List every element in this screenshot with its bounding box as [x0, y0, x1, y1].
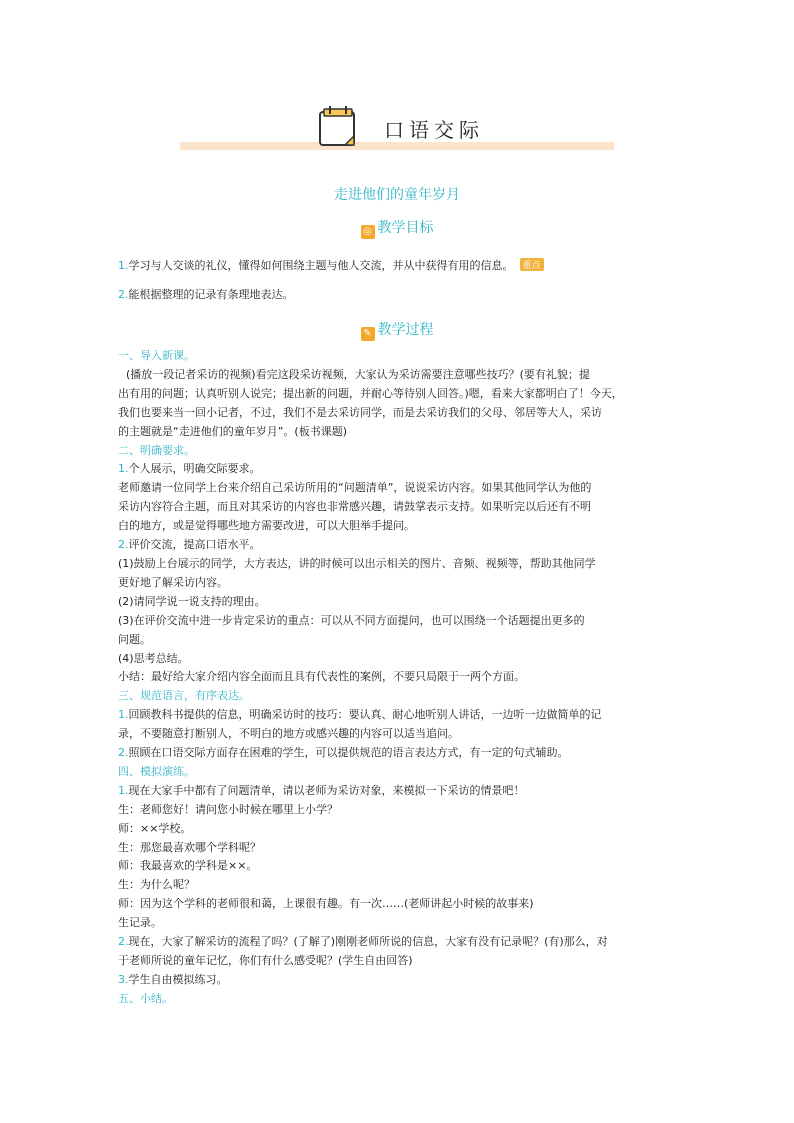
target-icon: ◎	[361, 225, 375, 239]
numbered-item	[118, 933, 678, 952]
numbered-item	[118, 744, 678, 763]
item-number: 1.	[118, 462, 129, 476]
body-line: 白的地方，或是觉得哪些地方需要改进，可以大胆举手提问。	[118, 519, 415, 533]
section-heading: 二、明确要求。	[118, 443, 195, 457]
item-number: 3.	[118, 972, 129, 986]
goals-heading	[0, 217, 794, 239]
body-line: 老师邀请一位同学上台来介绍自己采访所用的“问题清单”，说说采访内容。如果其他同学认为他的	[118, 481, 592, 495]
item-text: 评价交流，提高口语水平。	[128, 538, 261, 552]
body-line: 的主题就是“走进他们的童年岁月”。(板书课题)	[118, 424, 347, 438]
item-number: 2.	[118, 935, 129, 949]
key-point-badge: 重点	[520, 258, 544, 271]
section-heading: 四、模拟演练。	[118, 764, 195, 778]
body-line: 生记录。	[118, 916, 162, 930]
body-line: (播放一段记者采访的视频)看完这段采访视频，大家认为采访需要注意哪些技巧？(要有礼貌；提	[126, 367, 590, 381]
goal-text: 学习与人交谈的礼仪，懂得如何围绕主题与他人交流，并从中获得有用的信息。	[128, 259, 514, 272]
body-line: 师：我最喜欢的学科是××。	[118, 859, 258, 873]
body-line: 师：因为这个学科的老师很和蔼，上课很有趣。有一次……(老师讲起小时候的故事来)	[118, 897, 534, 911]
body-line: 生：那您最喜欢哪个学科呢？	[118, 840, 261, 854]
numbered-item	[118, 971, 678, 990]
body-line: 生：老师您好！请问您小时候在哪里上小学？	[118, 802, 338, 816]
process-body	[118, 347, 678, 1009]
body-line: 师：××学校。	[118, 821, 192, 835]
item-number: 2.	[118, 538, 129, 552]
item-text: 回顾教科书提供的信息，明确采访时的技巧：要认真、耐心地听别人讲话，一边听一边做简单的记	[128, 708, 602, 722]
section-heading: 五、小结。	[118, 991, 173, 1005]
body-line: 问题。	[118, 632, 151, 646]
numbered-item	[118, 706, 678, 725]
section-heading: 三、规范语言，有序表达。	[118, 689, 250, 703]
item-text: 照顾在口语交际方面存在困难的学生，可以提供规范的语言表达方式，有一定的句式辅助。	[128, 746, 569, 760]
numbered-item	[118, 782, 678, 801]
body-line: 更好地了解采访内容。	[118, 575, 228, 589]
body-line: (4)思考总结。	[118, 651, 189, 665]
body-line: 生：为什么呢？	[118, 878, 195, 892]
body-line: (2)请同学说一说支持的理由。	[118, 594, 266, 608]
header-title: 口语交际	[384, 118, 484, 142]
goals-heading-label: 教学目标	[377, 220, 434, 236]
item-text: 现在，大家了解采访的流程了吗？(了解了)刚刚老师所说的信息，大家有没有记录呢？(有)那么，对	[128, 935, 608, 949]
body-line: 采访内容符合主题，而且对其采访的内容也非常感兴趣，请鼓掌表示支持。如果听完以后还有不明	[118, 500, 591, 514]
body-line: 出有用的问题；认真听别人说完；提出新的问题，并耐心等待别人回答。)嗯，看来大家都明白了！今天，	[118, 386, 623, 400]
item-text: 个人展示，明确交际要求。	[128, 462, 261, 476]
body-line: 于老师所说的童年记忆，你们有什么感受呢？(学生自由回答)	[118, 954, 413, 967]
lesson-header	[180, 100, 614, 152]
item-text: 学生自由模拟练习。	[128, 972, 228, 986]
header-underline	[180, 142, 614, 150]
goal-num: 2.	[118, 288, 129, 301]
body-line: 我们也要来当一回小记者，不过，我们不是去采访同学，而是去采访我们的父母、邻居等大人，采访	[118, 405, 602, 419]
body-line: 录，不要随意打断别人，不明白的地方或感兴趣的内容可以适当追问。	[118, 727, 459, 741]
pencil-icon: ✎	[361, 327, 375, 341]
item-number: 2.	[118, 746, 129, 760]
body-line: 小结：最好给大家介绍内容全面而且具有代表性的案例，不要只局限于一两个方面。	[118, 670, 525, 684]
goal-num: 1.	[118, 259, 129, 272]
goal-text: 能根据整理的记录有条理地表达。	[128, 288, 294, 301]
item-number: 1.	[118, 783, 129, 797]
body-line: (3)在评价交流中进一步肯定采访的重点：可以从不同方面提问，也可以围绕一个话题提出更多的	[118, 613, 585, 627]
process-heading-label: 教学过程	[377, 322, 434, 338]
body-line: (1)鼓励上台展示的同学，大方表达，讲的时候可以出示相关的图片、音频、视频等，帮助其他同学	[118, 556, 596, 570]
section-heading: 一、导入新课。	[118, 349, 195, 362]
notebook-icon	[317, 104, 359, 148]
numbered-item	[118, 460, 678, 479]
item-text: 现在大家手中都有了问题清单，请以老师为采访对象，来模拟一下采访的情景吧！	[128, 783, 525, 797]
page-title: 走进他们的童年岁月	[334, 187, 460, 203]
goal-item-1	[118, 257, 544, 273]
process-heading	[0, 319, 794, 341]
goal-item-2	[118, 286, 294, 302]
numbered-item	[118, 536, 678, 555]
item-number: 1.	[118, 708, 129, 722]
